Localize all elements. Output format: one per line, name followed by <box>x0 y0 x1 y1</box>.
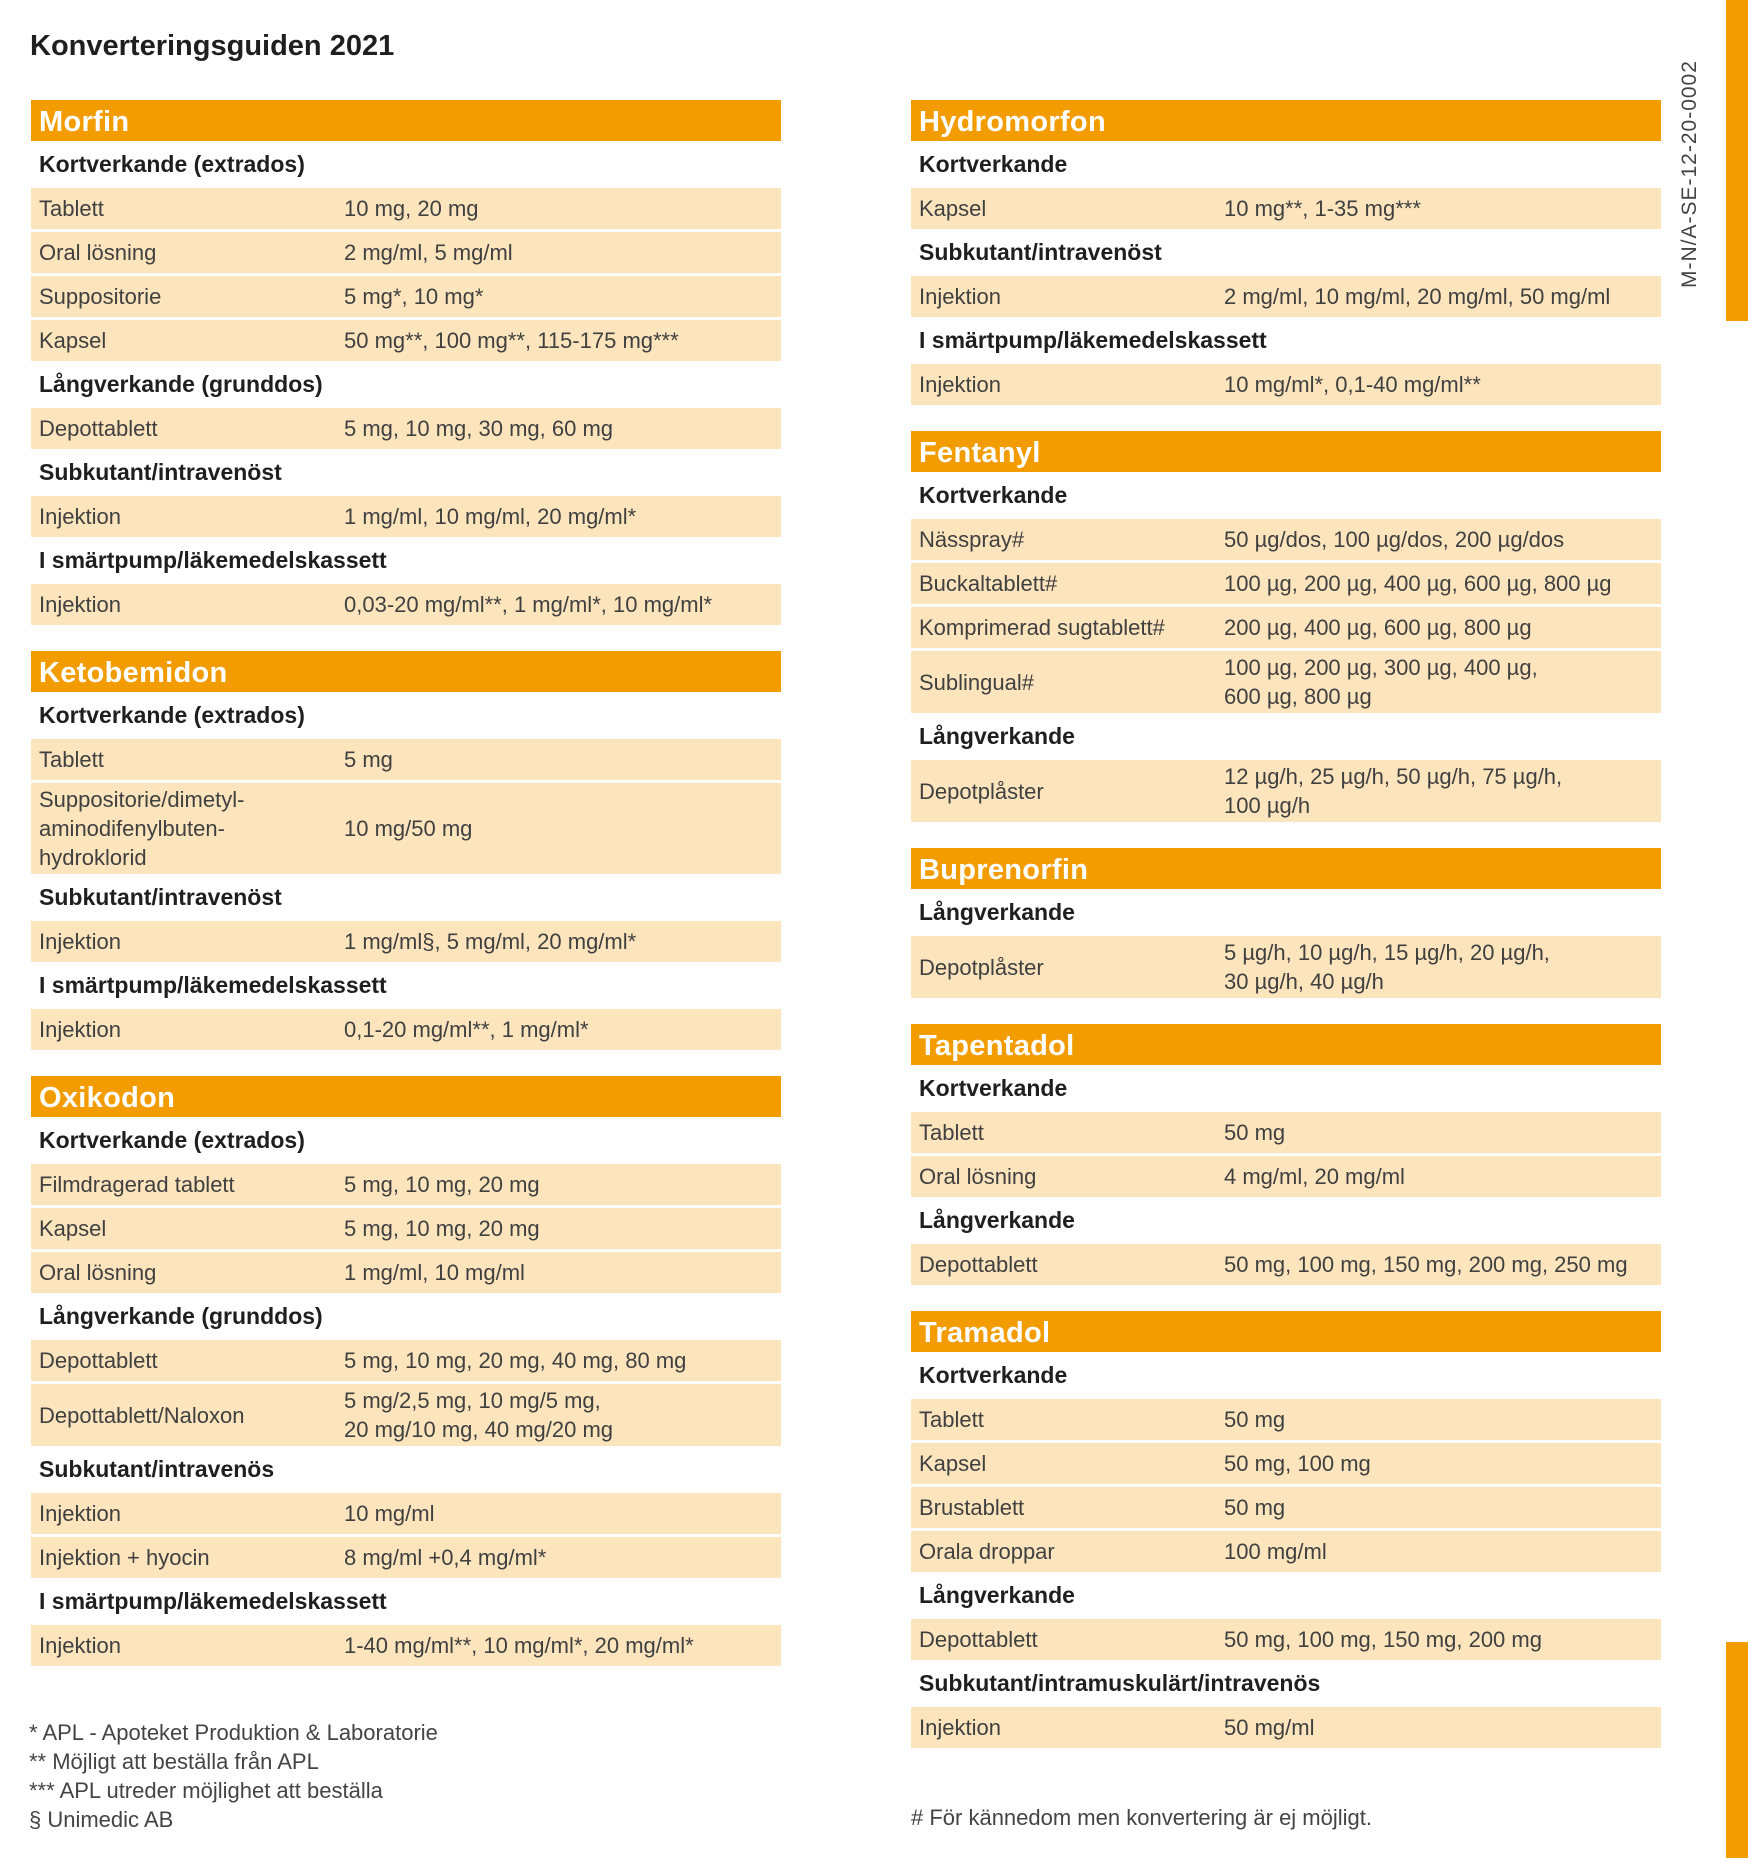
strength-values: 200 µg, 400 µg, 600 µg, 800 µg <box>1224 615 1532 640</box>
strength-values: 10 mg/50 mg <box>344 816 473 841</box>
dosage-form: Sublingual# <box>919 669 1034 695</box>
strength-values: 1 mg/ml§, 5 mg/ml, 20 mg/ml* <box>344 929 637 954</box>
table-row <box>31 1384 781 1446</box>
strength-values: 2 mg/ml, 5 mg/ml <box>344 240 513 265</box>
section-subheader: Långverkande <box>919 1582 1075 1608</box>
document-code: M-N/A-SE-12-20-0002 <box>1678 60 1701 288</box>
strength-values: 50 mg/ml <box>1224 1715 1315 1740</box>
drug-section-oxikodon <box>31 1076 781 1666</box>
footnote: ** Möjligt att beställa från APL <box>29 1749 319 1774</box>
drug-section-tapentadol <box>911 1024 1661 1285</box>
footnote-hash: # För kännedom men konvertering är ej möjligt. <box>911 1805 1372 1830</box>
dosage-form: Buckaltablett# <box>919 571 1058 596</box>
table-row <box>31 1340 781 1381</box>
section-subheader: I smärtpump/läkemedelskassett <box>39 1588 387 1614</box>
table-row <box>31 320 781 361</box>
dosage-form: Kapsel <box>919 1451 987 1476</box>
strength-values: 5 mg <box>344 747 393 772</box>
drug-section-ketobemidon <box>31 651 781 1050</box>
section-subheader: Subkutant/intravenöst <box>919 239 1162 265</box>
section-subheader: Kortverkande (extrados) <box>39 1127 305 1153</box>
dosage-form: Nässpray# <box>919 527 1025 552</box>
strength-values: 50 mg <box>1224 1120 1286 1145</box>
table-row <box>911 1112 1661 1153</box>
accent-bar-top <box>1726 0 1748 321</box>
dosage-form: Filmdragerad tablett <box>39 1172 235 1197</box>
strength-values: 10 mg/ml <box>344 1501 435 1526</box>
dosage-form: Injektion <box>39 504 121 529</box>
section-subheader: Långverkande (grunddos) <box>39 1303 323 1329</box>
strength-values: 50 mg**, 100 mg**, 115-175 mg*** <box>344 328 679 353</box>
table-row <box>911 936 1661 998</box>
table-row <box>31 232 781 273</box>
strength-values: 4 mg/ml, 20 mg/ml <box>1224 1164 1405 1189</box>
table-row <box>31 1164 781 1205</box>
dosage-form: Suppositorie <box>39 284 162 309</box>
table-row <box>31 921 781 962</box>
footnotes <box>29 1718 438 1834</box>
dosage-form: Tablett <box>39 196 104 221</box>
section-subheader: Kortverkande <box>919 482 1068 508</box>
dosage-form: Oral lösning <box>919 1164 1037 1189</box>
drug-section-hydromorfon <box>911 100 1661 405</box>
table-row <box>911 607 1661 648</box>
dosage-form: Depottablett/Naloxon <box>39 1402 245 1428</box>
dosage-form: Suppositorie/dimetyl- aminodifenylbuten- hydroklorid <box>39 787 245 870</box>
section-subheader: Subkutant/intramuskulärt/intravenös <box>919 1670 1321 1696</box>
dosage-form: Injektion <box>919 284 1001 309</box>
right-column <box>911 100 1661 1774</box>
dosage-form: Injektion <box>39 929 121 954</box>
table-row <box>911 188 1661 229</box>
section-subheader: Långverkande (grunddos) <box>39 371 323 397</box>
dosage-form: Depottablett <box>919 1252 1038 1277</box>
strength-values: 100 mg/ml <box>1224 1539 1327 1564</box>
dosage-form: Kapsel <box>39 1216 107 1241</box>
dosage-form: Oral lösning <box>39 240 157 265</box>
strength-values: 50 mg, 100 mg, 150 mg, 200 mg, 250 mg <box>1224 1252 1628 1277</box>
strength-values: 10 mg/ml*, 0,1-40 mg/ml** <box>1224 372 1481 397</box>
section-subheader: I smärtpump/läkemedelskassett <box>39 547 387 573</box>
table-row <box>911 1487 1661 1528</box>
section-subheader: Subkutant/intravenöst <box>39 884 282 910</box>
dosage-form: Tablett <box>919 1407 984 1432</box>
dosage-form: Injektion <box>39 1633 121 1658</box>
table-row <box>911 364 1661 405</box>
section-subheader: Kortverkande (extrados) <box>39 151 305 177</box>
section-subheader: Kortverkande <box>919 1075 1068 1101</box>
dosage-form: Tablett <box>39 747 104 772</box>
table-row <box>31 783 781 874</box>
section-subheader: Subkutant/intravenöst <box>39 459 282 485</box>
dosage-form: Depottablett <box>39 1348 158 1373</box>
drug-section-buprenorfin <box>911 848 1661 998</box>
strength-values: 5 mg/2,5 mg, 10 mg/5 mg, 20 mg/10 mg, 40 mg/20 mg <box>344 1388 614 1442</box>
section-subheader: Långverkande <box>919 899 1075 925</box>
section-subheader: I smärtpump/läkemedelskassett <box>919 327 1267 353</box>
table-row <box>911 563 1661 604</box>
dosage-form: Injektion <box>39 1017 121 1042</box>
accent-bar-bottom <box>1726 1642 1748 1858</box>
strength-values: 10 mg**, 1-35 mg*** <box>1224 196 1421 221</box>
footnote: *** APL utreder möjlighet att beställa <box>29 1778 383 1803</box>
drug-header: Hydromorfon <box>911 100 1661 141</box>
drug-header: Ketobemidon <box>31 651 781 692</box>
table-row <box>31 1009 781 1050</box>
dosage-form: Depotplåster <box>919 954 1044 980</box>
footnote: § Unimedic AB <box>29 1807 174 1832</box>
strength-values: 100 µg, 200 µg, 400 µg, 600 µg, 800 µg <box>1224 571 1612 596</box>
strength-values: 50 mg, 100 mg <box>1224 1451 1371 1476</box>
dosage-form: Tablett <box>919 1120 984 1145</box>
table-row <box>31 1537 781 1578</box>
strength-values: 5 mg, 10 mg, 20 mg <box>344 1172 540 1197</box>
strength-values: 50 mg, 100 mg, 150 mg, 200 mg <box>1224 1627 1542 1652</box>
table-row <box>31 188 781 229</box>
table-row <box>911 1443 1661 1484</box>
section-subheader: Subkutant/intravenös <box>39 1456 275 1482</box>
strength-values: 1 mg/ml, 10 mg/ml <box>344 1260 525 1285</box>
table-row <box>911 276 1661 317</box>
section-subheader: Kortverkande <box>919 151 1068 177</box>
strength-values: 8 mg/ml +0,4 mg/ml* <box>344 1545 547 1570</box>
table-row <box>911 1619 1661 1660</box>
section-subheader: I smärtpump/läkemedelskassett <box>39 972 387 998</box>
strength-values: 50 µg/dos, 100 µg/dos, 200 µg/dos <box>1224 527 1565 552</box>
table-row <box>31 408 781 449</box>
section-subheader: Långverkande <box>919 723 1075 749</box>
table-row <box>911 1156 1661 1197</box>
dosage-form: Brustablett <box>919 1495 1025 1520</box>
strength-values: 1 mg/ml, 10 mg/ml, 20 mg/ml* <box>344 504 637 529</box>
section-subheader: Långverkande <box>919 1207 1075 1233</box>
section-subheader: Kortverkande (extrados) <box>39 702 305 728</box>
dosage-form: Orala droppar <box>919 1539 1055 1564</box>
page-title: Konverteringsguiden 2021 <box>30 30 395 62</box>
table-row <box>911 651 1661 713</box>
table-row <box>31 1252 781 1293</box>
dosage-form: Injektion + hyocin <box>39 1545 210 1570</box>
dosage-form: Injektion <box>919 1715 1001 1740</box>
strength-values: 5 mg, 10 mg, 20 mg <box>344 1216 540 1241</box>
strength-values: 12 µg/h, 25 µg/h, 50 µg/h, 75 µg/h, 100 µg/h <box>1224 764 1563 818</box>
section-subheader: Kortverkande <box>919 1362 1068 1388</box>
dosage-form: Komprimerad sugtablett# <box>919 615 1165 640</box>
table-row <box>911 1244 1661 1285</box>
dosage-form: Injektion <box>919 372 1001 397</box>
drug-header: Oxikodon <box>31 1076 781 1117</box>
drug-section-tramadol <box>911 1311 1661 1748</box>
table-row <box>911 1399 1661 1440</box>
strength-values: 0,03-20 mg/ml**, 1 mg/ml*, 10 mg/ml* <box>344 592 713 617</box>
table-row <box>31 496 781 537</box>
table-row <box>911 1531 1661 1572</box>
drug-header: Morfin <box>31 100 781 141</box>
left-column <box>31 100 781 1692</box>
table-row <box>911 1707 1661 1748</box>
dosage-form: Depotplåster <box>919 778 1044 804</box>
strength-values: 2 mg/ml, 10 mg/ml, 20 mg/ml, 50 mg/ml <box>1224 284 1611 309</box>
drug-section-fentanyl <box>911 431 1661 822</box>
table-row <box>31 1625 781 1666</box>
dosage-form: Injektion <box>39 592 121 617</box>
dosage-form: Kapsel <box>919 196 987 221</box>
strength-values: 1-40 mg/ml**, 10 mg/ml*, 20 mg/ml* <box>344 1633 694 1658</box>
strength-values: 100 µg, 200 µg, 300 µg, 400 µg, 600 µg, 800 µg <box>1224 655 1538 709</box>
drug-header: Tapentadol <box>911 1024 1661 1065</box>
dosage-form: Injektion <box>39 1501 121 1526</box>
drug-header: Fentanyl <box>911 431 1661 472</box>
table-row <box>31 584 781 625</box>
drug-section-morfin <box>31 100 781 625</box>
strength-values: 50 mg <box>1224 1495 1286 1520</box>
dosage-form: Depottablett <box>39 416 158 441</box>
dosage-form: Depottablett <box>919 1627 1038 1652</box>
dosage-form: Oral lösning <box>39 1260 157 1285</box>
strength-values: 0,1-20 mg/ml**, 1 mg/ml* <box>344 1017 589 1042</box>
drug-header: Tramadol <box>911 1311 1661 1352</box>
drug-header: Buprenorfin <box>911 848 1661 889</box>
table-row <box>31 1493 781 1534</box>
strength-values: 5 mg, 10 mg, 20 mg, 40 mg, 80 mg <box>344 1348 687 1373</box>
strength-values: 5 mg, 10 mg, 30 mg, 60 mg <box>344 416 614 441</box>
table-row <box>911 760 1661 822</box>
table-row <box>911 519 1661 560</box>
strength-values: 10 mg, 20 mg <box>344 196 479 221</box>
footnote: * APL - Apoteket Produktion & Laboratorie <box>29 1720 438 1745</box>
table-row <box>31 739 781 780</box>
dosage-form: Kapsel <box>39 328 107 353</box>
table-row <box>31 276 781 317</box>
strength-values: 5 mg*, 10 mg* <box>344 284 484 309</box>
table-row <box>31 1208 781 1249</box>
strength-values: 5 µg/h, 10 µg/h, 15 µg/h, 20 µg/h, 30 µg/h, 40 µg/h <box>1224 940 1550 994</box>
strength-values: 50 mg <box>1224 1407 1286 1432</box>
